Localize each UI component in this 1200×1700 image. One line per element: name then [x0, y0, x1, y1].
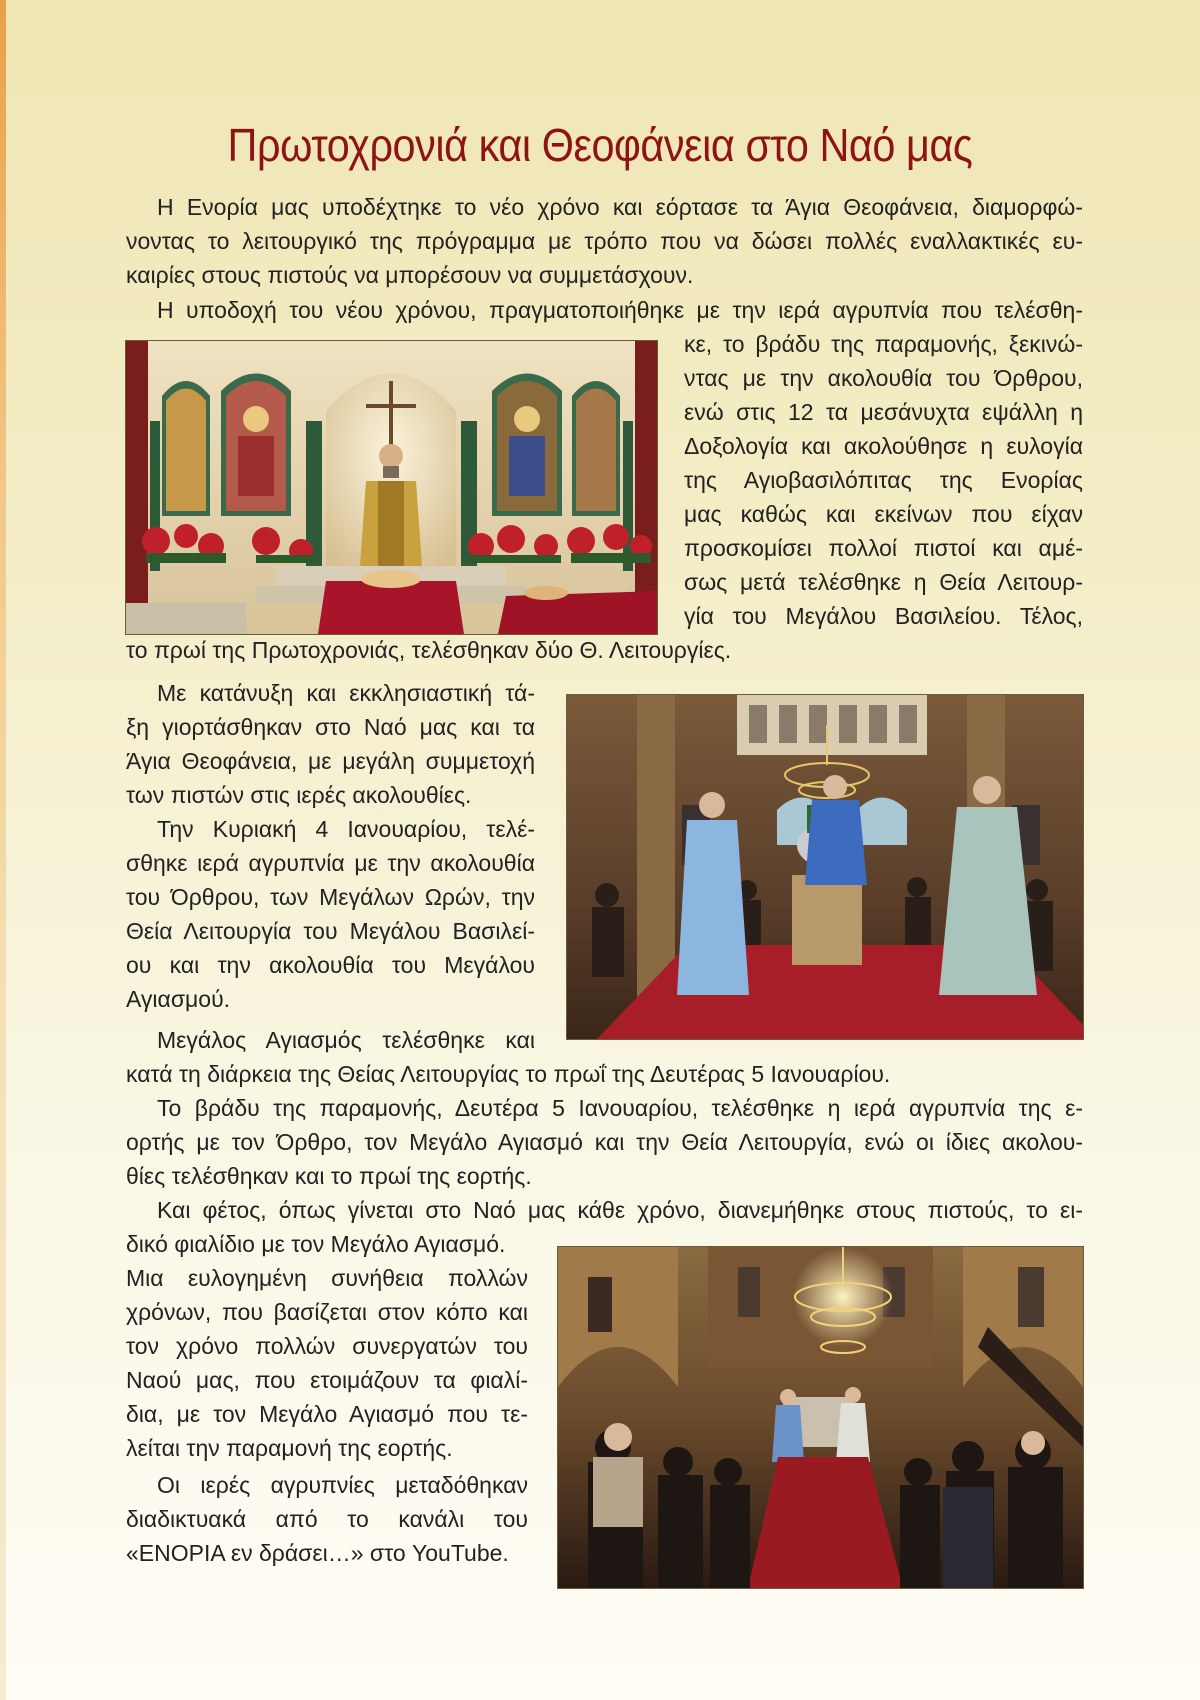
edge-strip: [0, 0, 6, 1700]
paragraph-line: Ναού μας, που ετοιμάζουν τα φιαλί-: [126, 1367, 528, 1393]
paragraph-line: του Όρθρου, των Μεγάλων Ωρών, την: [126, 884, 535, 910]
paragraph-line: ντας με την ακολουθία του Όρθρου,: [684, 365, 1083, 391]
paragraph-line: μας καθώς και εκείνων που είχαν: [684, 501, 1083, 527]
paragraph-line: Άγια Θεοφάνεια, με μεγάλη συμμετοχή: [126, 748, 535, 774]
paragraph-line: καιρίες στους πιστούς να μπορέσουν να συμμετάσχουν.: [126, 262, 694, 288]
paragraph-line: Οι ιερές αγρυπνίες μεταδόθηκαν: [157, 1472, 528, 1498]
paragraph-line: Αγιασμού.: [126, 986, 231, 1012]
paragraph-line: νοντας το λειτουργικό της πρόγραμμα με τρόπο που να δώσει πολλές εναλλακτικές ευ-: [126, 228, 1083, 254]
theophany-service-photo: [566, 694, 1084, 1040]
paragraph-line: το πρωί της Πρωτοχρονιάς, τελέσθηκαν δύο Θ. Λειτουργίες.: [126, 637, 732, 663]
paragraph-line: θίες τελέσθηκαν και το πρωί της εορτής.: [126, 1163, 532, 1189]
paragraph-line: σως μετά τελέσθηκε η Θεία Λειτουρ-: [684, 569, 1083, 595]
paragraph-line: τον χρόνο πολλών συνεργατών του: [126, 1333, 528, 1359]
paragraph-line: λείται την παραμονή της εορτής.: [126, 1435, 453, 1461]
paragraph-line: Μεγάλος Αγιασμός τελέσθηκε και: [157, 1027, 535, 1053]
paragraph-line: της Αγιοβασιλόπιτας της Ενορίας: [684, 467, 1083, 493]
paragraph-line: των πιστών στις ιερές ακολουθίες.: [126, 782, 472, 808]
paragraph-line: «ΕΝΟΡΙΑ εν δράσει…» στο YouTube.: [126, 1540, 509, 1566]
page-title: Πρωτοχρονιά και Θεοφάνεια στο Ναό μας: [227, 119, 973, 171]
paragraph-line: ου και την ακολουθία του Μεγάλου: [126, 952, 535, 978]
paragraph-line: ενώ στις 12 τα μεσάνυχτα εψάλλη η: [684, 399, 1083, 425]
paragraph-line: Το βράδυ της παραμονής, Δευτέρα 5 Ιανουαρίου, τελέσθηκε η ιερά αγρυπνία της ε-: [157, 1095, 1083, 1121]
paragraph-line: διαδικτυακά από το κανάλι του: [126, 1506, 528, 1532]
paragraph-line: κε, το βράδυ της παραμονής, ξεκινώ-: [684, 331, 1083, 357]
paragraph-line: ορτής με τον Όρθρο, τον Μεγάλο Αγιασμό και την Θεία Λειτουργία, ενώ οι ίδιες ακολου-: [126, 1129, 1083, 1155]
paragraph-line: Η υποδοχή του νέου χρόνου, πραγματοποιήθηκε με την ιερά αγρυπνία που τελέσθη-: [157, 297, 1083, 323]
paragraph-line: γία του Μεγάλου Βασιλείου. Τέλος,: [684, 603, 1083, 629]
paragraph-line: Η Ενορία μας υποδέχτηκε το νέο χρόνο και εόρτασε τα Άγια Θεοφάνεια, διαμορφώ-: [157, 194, 1083, 220]
paragraph-line: χρόνων, που βασίζεται στον κόπο και: [126, 1299, 528, 1325]
paragraph-line: Την Κυριακή 4 Ιανουαρίου, τελέ-: [157, 816, 535, 842]
iconostasis-photo: [125, 340, 658, 635]
paragraph-line: σθηκε ιερά αγρυπνία με την ακολουθία: [126, 850, 535, 876]
paragraph-line: προσκομίσει πολλοί πιστοί και αμέ-: [684, 535, 1083, 561]
paragraph-line: κατά τη διάρκεια της Θείας Λειτουργίας το πρωΐ της Δευτέρας 5 Ιανουαρίου.: [126, 1061, 891, 1087]
paragraph-line: δικό φιαλίδιο με τον Μεγάλο Αγιασμό.: [126, 1231, 506, 1257]
paragraph-line: Με κατάνυξη και εκκλησιαστική τά-: [157, 680, 535, 706]
paragraph-line: δια, με τον Μεγάλο Αγιασμό που τε-: [126, 1401, 528, 1427]
paragraph-line: Θεία Λειτουργία του Μεγάλου Βασιλεί-: [126, 918, 535, 944]
paragraph-line: ξη γιορτάσθηκαν στο Ναό μας και τα: [126, 714, 535, 740]
church-interior-photo: [557, 1246, 1084, 1589]
paragraph-line: Μια ευλογημένη συνήθεια πολλών: [126, 1265, 528, 1291]
paragraph-line: Δοξολογία και ακολούθησε η ευλογία: [684, 433, 1083, 459]
paragraph-line: Και φέτος, όπως γίνεται στο Ναό μας κάθε χρόνο, διανεμήθηκε στους πιστούς, το ει-: [157, 1197, 1083, 1223]
